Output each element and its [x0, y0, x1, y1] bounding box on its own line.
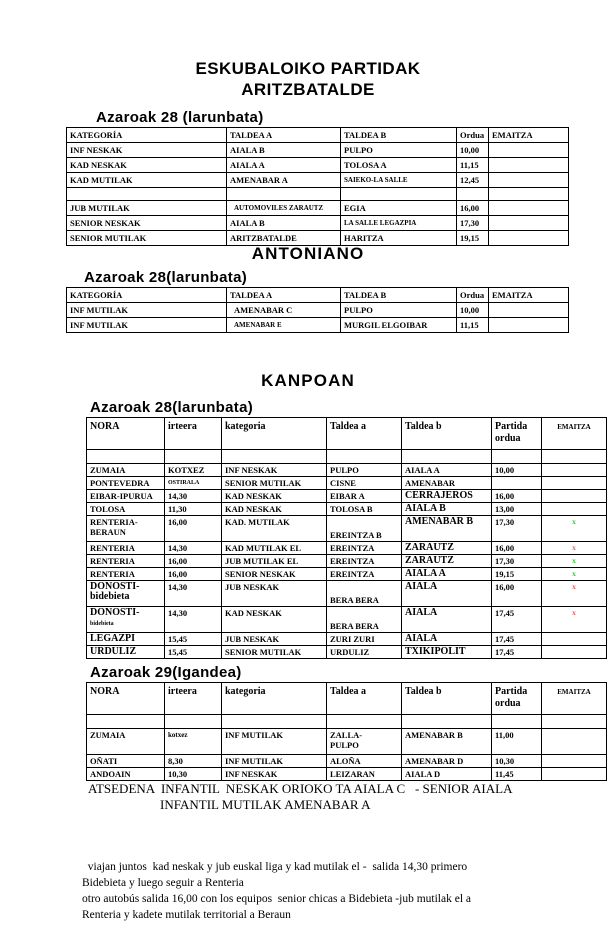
cell-ordua: 16,00 — [492, 581, 542, 607]
cell-ordua: 16,00 — [492, 490, 542, 503]
cell-kategoria: INF MUTILAK — [222, 755, 327, 768]
cell-taldea-a: CISNE — [327, 477, 402, 490]
cell-ordua: 11,45 — [492, 768, 542, 781]
cell-taldea-a: EIBAR A — [327, 490, 402, 503]
antoniano-table — [66, 287, 569, 333]
cell-taldea-a: BERA BERA — [327, 581, 402, 607]
cell-taldea-b: CERRAJEROS — [402, 490, 492, 503]
cell-nora: EIBAR-IPURUA — [87, 490, 165, 503]
cell-taldea-b: SAIEKO-LA SALLE — [341, 173, 457, 188]
cell-irteera: 16,00 — [165, 516, 222, 542]
cell-ordua: 10,00 — [457, 143, 489, 158]
table-header-row — [87, 683, 607, 715]
cell-taldea-b: AMENABAR B — [402, 516, 492, 542]
cell-taldea-a: AUTOMOVILES ZARAUTZ — [227, 201, 341, 216]
cell-nora-line2: bidebieta — [90, 591, 130, 602]
cell-irteera: OSTIRALA — [165, 477, 222, 490]
table-row — [87, 633, 607, 646]
table-row — [87, 542, 607, 555]
col-emaitza: EMAITZA — [542, 418, 607, 450]
cell-irteera: 14,30 — [165, 607, 222, 633]
cell-irteera: 15,45 — [165, 646, 222, 659]
kanpoan-day2-table — [86, 682, 607, 781]
document-title-line1: ESKUBALOIKO PARTIDAK — [195, 59, 421, 78]
cell-taldea-a: ARITZBATALDE — [227, 231, 341, 246]
cell-kategoria: SENIOR MUTILAK — [222, 646, 327, 659]
cell-ordua — [492, 477, 542, 490]
cell-ordua — [457, 188, 489, 201]
kanpoan-day1-date-heading: Azaroak 28(larunbata) — [90, 399, 254, 416]
cell-emaitza — [542, 646, 607, 659]
col-kategoria: KATEGORÍA — [67, 128, 227, 143]
col-ordua: Ordua — [457, 288, 489, 303]
col-taldea-b: Taldea b — [402, 418, 492, 450]
table-row — [67, 303, 569, 318]
table-row — [87, 555, 607, 568]
table-row — [87, 490, 607, 503]
cell-taldea-a: TOLOSA B — [327, 503, 402, 516]
cell-ordua: 10,30 — [492, 755, 542, 768]
travel-note-line4: Renteria y kadete mutilak territorial a Beraun — [82, 909, 291, 921]
cell-emaitza — [542, 755, 607, 768]
table-header-row — [87, 418, 607, 450]
cell-taldea-a: URDULIZ — [327, 646, 402, 659]
cell-emaitza — [489, 158, 569, 173]
table-header-row — [67, 288, 569, 303]
cell-irteera: kotxez — [165, 729, 222, 755]
col-ordua: Ordua — [457, 128, 489, 143]
cell-emaitza — [542, 633, 607, 646]
table-row — [87, 464, 607, 477]
cell-emaitza — [542, 768, 607, 781]
cell-nora — [87, 581, 165, 607]
cell-taldea-b: AIALA D — [402, 768, 492, 781]
cell-ordua: 19,15 — [457, 231, 489, 246]
cell-taldea-a — [227, 188, 341, 201]
table-row — [67, 158, 569, 173]
cell-nora-line1: DONOSTI- — [90, 581, 140, 592]
cell-nora-line2: bidebieta — [90, 621, 114, 627]
cell-taldea-a — [327, 729, 402, 755]
cell-emaitza: x — [542, 607, 607, 633]
document-title-line2: ARITZBATALDE — [241, 80, 375, 99]
cell-kategoria: INF MUTILAK — [67, 318, 227, 333]
cell-ordua: 17,45 — [492, 607, 542, 633]
cell-taldea-b: AMENABAR B — [402, 729, 492, 755]
cell-taldea-a: AMENABAR A — [227, 173, 341, 188]
cell-kategoria: INF NESKAK — [222, 768, 327, 781]
cell-kategoria: INF MUTILAK — [222, 729, 327, 755]
cell-irteera: 14,30 — [165, 490, 222, 503]
cell-taldea-b: AMENABAR D — [402, 755, 492, 768]
antoniano-date-heading: Azaroak 28(larunbata) — [84, 269, 248, 286]
table-row — [87, 516, 607, 542]
cell-ordua: 12,45 — [457, 173, 489, 188]
col-taldea-a: TALDEA A — [227, 128, 341, 143]
cell-ordua: 17,30 — [492, 516, 542, 542]
cell-emaitza — [542, 477, 607, 490]
cell-nora: ZUMAIA — [87, 729, 165, 755]
cell-taldea-b: TOLOSA A — [341, 158, 457, 173]
cell-emaitza — [542, 464, 607, 477]
cell-nora: RENTERIA — [87, 568, 165, 581]
cell-kategoria: SENIOR NESKAK — [67, 216, 227, 231]
antoniano-venue-title: ANTONIANO — [251, 244, 365, 263]
cell-taldea-a: AIALA B — [227, 216, 341, 231]
cell-kategoria: KAD NESKAK — [222, 490, 327, 503]
col-nora: NORA — [87, 683, 165, 715]
cell-nora: LEGAZPI — [87, 633, 165, 646]
table-row-spacer — [87, 450, 607, 464]
table-row — [87, 607, 607, 633]
cell-taldea-a: LEIZARAN — [327, 768, 402, 781]
cell-kategoria: INF NESKAK — [222, 464, 327, 477]
cell-taldea-b: PULPO — [341, 143, 457, 158]
cell-taldea-b: HARITZA — [341, 231, 457, 246]
col-taldea-a: TALDEA A — [227, 288, 341, 303]
cell-taldea-b: AIALA B — [402, 503, 492, 516]
cell-nora: URDULIZ — [87, 646, 165, 659]
col-kategoria: kategoria — [222, 418, 327, 450]
cell-kategoria: JUB NESKAK — [222, 581, 327, 607]
cell-taldea-a: EREINTZA B — [327, 516, 402, 542]
col-taldea-a: Taldea a — [327, 418, 402, 450]
cell-taldea-b — [341, 188, 457, 201]
cell-irteera: 16,00 — [165, 555, 222, 568]
kanpoan-venue-title: KANPOAN — [261, 371, 355, 390]
cell-kategoria: KAD MUTILAK — [67, 173, 227, 188]
cell-kategoria — [67, 188, 227, 201]
table-row-empty — [67, 188, 569, 201]
cell-taldea-b: EGIA — [341, 201, 457, 216]
cell-taldea-b: LA SALLE LEGAZPIA — [341, 216, 457, 231]
col-taldea-b: Taldea b — [402, 683, 492, 715]
cell-emaitza: x — [542, 555, 607, 568]
cell-taldea-a: EREINTZA — [327, 542, 402, 555]
cell-ordua: 17,45 — [492, 646, 542, 659]
travel-note-line2: Bidebieta y luego seguir a Renteria — [82, 877, 244, 889]
cell-taldea-b: AMENABAR — [402, 477, 492, 490]
cell-taldea-b: AIALA A — [402, 568, 492, 581]
cell-nora-line2: BERAUN — [90, 527, 126, 537]
cell-taldea-a: AIALA B — [227, 143, 341, 158]
cell-nora: OÑATI — [87, 755, 165, 768]
cell-taldea-a-line1: ZALLA- — [330, 730, 363, 740]
cell-kategoria: JUB NESKAK — [222, 633, 327, 646]
cell-emaitza: x — [542, 542, 607, 555]
cell-ordua: 11,00 — [492, 729, 542, 755]
cell-irteera: 16,00 — [165, 568, 222, 581]
cell-irteera: 8,30 — [165, 755, 222, 768]
cell-kategoria: KAD NESKAK — [222, 503, 327, 516]
cell-emaitza — [489, 173, 569, 188]
table-row — [67, 173, 569, 188]
cell-taldea-a: BERA BERA — [327, 607, 402, 633]
document-header — [0, 58, 616, 100]
cell-taldea-a: AMENABAR E — [227, 318, 341, 333]
cell-kategoria: KAD. MUTILAK — [222, 516, 327, 542]
rest-note-line1: ATSEDENA INFANTIL NESKAK ORIOKO TA AIALA C - SENIOR AIALA — [88, 781, 513, 796]
cell-emaitza — [489, 318, 569, 333]
cell-kategoria: KAD NESKAK — [222, 607, 327, 633]
table-row — [87, 581, 607, 607]
table-row — [87, 729, 607, 755]
cell-irteera: 14,30 — [165, 542, 222, 555]
cell-nora: TOLOSA — [87, 503, 165, 516]
cell-nora — [87, 516, 165, 542]
cell-taldea-b: ZARAUTZ — [402, 542, 492, 555]
rest-notes — [0, 781, 616, 813]
kanpoan-day2-date-heading: Azaroak 29(Igandea) — [90, 664, 242, 681]
cell-taldea-b: ZARAUTZ — [402, 555, 492, 568]
travel-note-line1: viajan juntos kad neskak y jub euskal liga y kad mutilak el - salida 14,30 primero — [82, 861, 468, 873]
cell-taldea-a: EREINTZA — [327, 555, 402, 568]
cell-taldea-b: AIALA A — [402, 464, 492, 477]
table-row — [87, 768, 607, 781]
table-header-row — [67, 128, 569, 143]
cell-nora: RENTERIA — [87, 542, 165, 555]
cell-ordua: 16,00 — [492, 542, 542, 555]
cell-irteera: 10,30 — [165, 768, 222, 781]
cell-ordua: 11,15 — [457, 158, 489, 173]
cell-emaitza — [542, 503, 607, 516]
cell-taldea-a: ZURI ZURI — [327, 633, 402, 646]
cell-taldea-a: AIALA A — [227, 158, 341, 173]
col-taldea-b: TALDEA B — [341, 288, 457, 303]
cell-taldea-b: AIALA — [402, 633, 492, 646]
cell-taldea-a: PULPO — [327, 464, 402, 477]
cell-emaitza — [489, 143, 569, 158]
cell-ordua: 17,45 — [492, 633, 542, 646]
cell-taldea-a: ALOÑA — [327, 755, 402, 768]
cell-ordua: 16,00 — [457, 201, 489, 216]
table-row — [87, 477, 607, 490]
cell-emaitza — [489, 216, 569, 231]
cell-emaitza: x — [542, 516, 607, 542]
cell-irteera: 15,45 — [165, 633, 222, 646]
cell-taldea-a: AMENABAR C — [227, 303, 341, 318]
cell-ordua: 11,15 — [457, 318, 489, 333]
kanpoan-day1-table — [86, 417, 607, 659]
table-row — [87, 755, 607, 768]
table-row-spacer — [87, 715, 607, 729]
cell-kategoria: INF MUTILAK — [67, 303, 227, 318]
table-row — [87, 646, 607, 659]
col-kategoria: KATEGORÍA — [67, 288, 227, 303]
cell-kategoria: KAD NESKAK — [67, 158, 227, 173]
cell-irteera: 14,30 — [165, 581, 222, 607]
cell-taldea-a: EREINTZA — [327, 568, 402, 581]
col-emaitza: EMAITZA — [489, 288, 569, 303]
cell-nora: RENTERIA — [87, 555, 165, 568]
table-row — [67, 201, 569, 216]
aritzbatalde-date-heading: Azaroak 28 (larunbata) — [96, 109, 264, 126]
cell-kategoria: SENIOR MUTILAK — [67, 231, 227, 246]
cell-taldea-b: MURGIL ELGOIBAR — [341, 318, 457, 333]
cell-kategoria: KAD MUTILAK EL — [222, 542, 327, 555]
table-row — [67, 318, 569, 333]
cell-emaitza — [489, 201, 569, 216]
cell-ordua: 10,00 — [492, 464, 542, 477]
col-irteera: irteera — [165, 418, 222, 450]
cell-kategoria: INF NESKAK — [67, 143, 227, 158]
cell-ordua: 17,30 — [492, 555, 542, 568]
travel-note-line3: otro autobús salida 16,00 con los equipos senior chicas a Bidebieta -jub mutilak el a — [82, 893, 471, 905]
col-irteera: irteera — [165, 683, 222, 715]
cell-nora: PONTEVEDRA — [87, 477, 165, 490]
cell-taldea-b: AIALA — [402, 607, 492, 633]
col-partida-ordua: Partida ordua — [492, 418, 542, 450]
cell-taldea-a-line2: PULPO — [330, 740, 359, 750]
col-emaitza: EMAITZA — [489, 128, 569, 143]
cell-emaitza — [489, 188, 569, 201]
travel-notes — [82, 859, 616, 923]
col-taldea-b: TALDEA B — [341, 128, 457, 143]
rest-note-line2: INFANTIL MUTILAK AMENABAR A — [160, 797, 371, 812]
cell-ordua: 17,30 — [457, 216, 489, 231]
col-emaitza: EMAITZA — [542, 683, 607, 715]
cell-emaitza — [489, 303, 569, 318]
col-nora: NORA — [87, 418, 165, 450]
cell-nora-line1: DONOSTI- — [90, 607, 140, 618]
cell-nora-line1: RENTERIA- — [90, 517, 138, 527]
cell-nora: ANDOAIN — [87, 768, 165, 781]
col-taldea-a: Taldea a — [327, 683, 402, 715]
col-kategoria: kategoria — [222, 683, 327, 715]
cell-emaitza: x — [542, 581, 607, 607]
table-row — [67, 216, 569, 231]
cell-kategoria: SENIOR MUTILAK — [222, 477, 327, 490]
cell-taldea-b: PULPO — [341, 303, 457, 318]
cell-taldea-b: AIALA — [402, 581, 492, 607]
cell-irteera: 11,30 — [165, 503, 222, 516]
aritzbatalde-table — [66, 127, 569, 246]
cell-emaitza: x — [542, 568, 607, 581]
cell-kategoria: SENIOR NESKAK — [222, 568, 327, 581]
cell-irteera: KOTXEZ — [165, 464, 222, 477]
cell-ordua: 10,00 — [457, 303, 489, 318]
table-row — [87, 503, 607, 516]
table-row — [67, 143, 569, 158]
cell-ordua: 19,15 — [492, 568, 542, 581]
cell-emaitza — [542, 490, 607, 503]
table-row — [87, 568, 607, 581]
cell-nora — [87, 607, 165, 633]
cell-emaitza — [542, 729, 607, 755]
cell-ordua: 13,00 — [492, 503, 542, 516]
cell-kategoria: JUB MUTILAK — [67, 201, 227, 216]
cell-taldea-b: TXIKIPOLIT — [402, 646, 492, 659]
col-partida-ordua: Partida ordua — [492, 683, 542, 715]
cell-kategoria: JUB MUTILAK EL — [222, 555, 327, 568]
cell-nora: ZUMAIA — [87, 464, 165, 477]
